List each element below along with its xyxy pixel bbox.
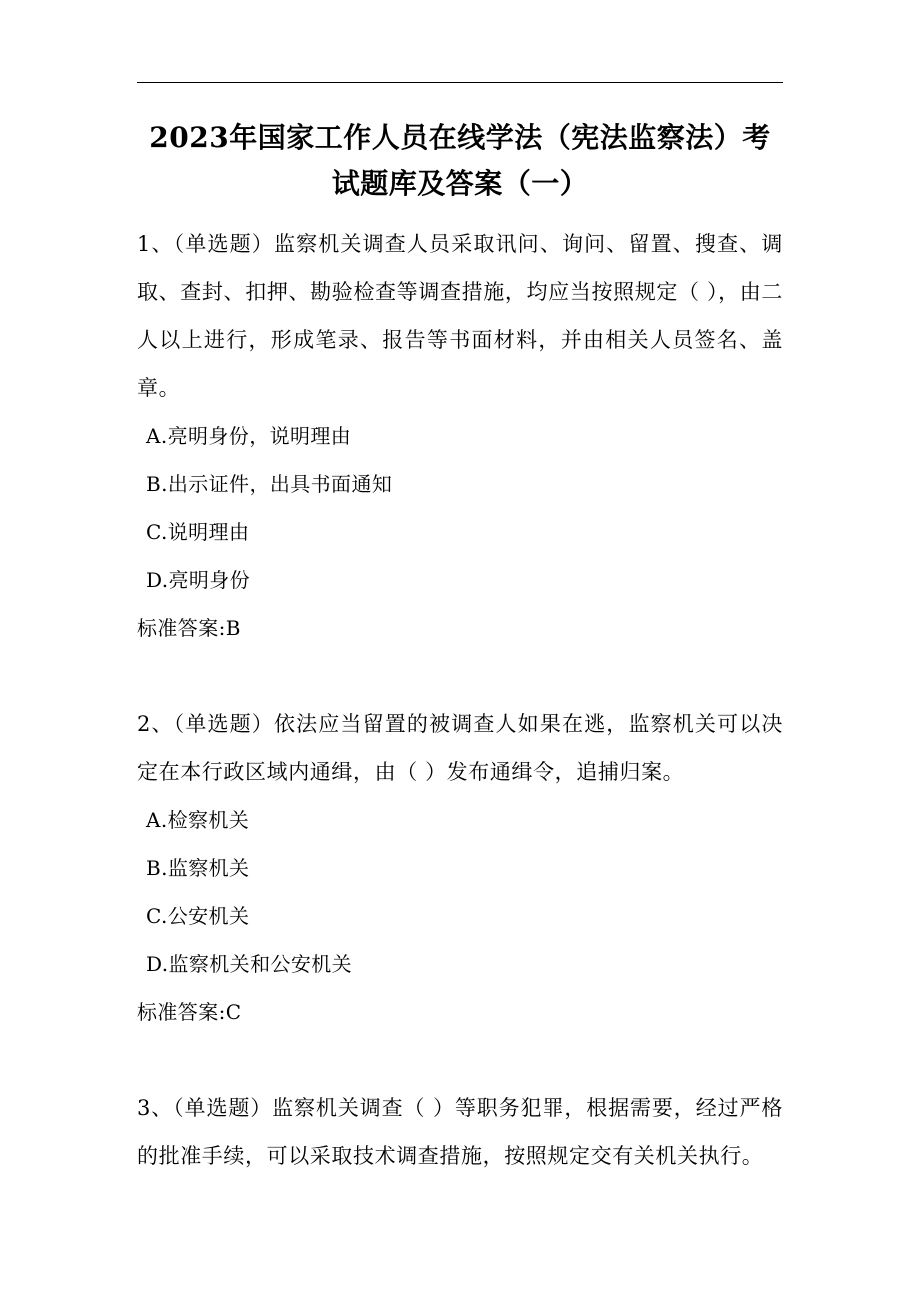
- header-rule: [137, 82, 783, 83]
- question-3: [137, 1084, 783, 1180]
- question-spacer: [137, 652, 783, 700]
- document-title: 2023年国家工作人员在线学法（宪法监察法）考试题库及答案（一）: [149, 121, 771, 200]
- option-a: A.检察机关: [146, 808, 250, 832]
- question-stem: 3、（单选题）监察机关调查（ ）等职务犯罪，根据需要，经过严格的批准手续，可以采取技术调查措施，按照规定交有关机关执行。: [137, 1096, 783, 1168]
- question-spacer: [137, 1036, 783, 1084]
- question-stem: 2、（单选题）依法应当留置的被调查人如果在逃，监察机关可以决定在本行政区域内通缉，由（ ）发布通缉令，追捕归案。: [137, 712, 783, 784]
- option-b: B.出示证件，出具书面通知: [146, 472, 393, 496]
- option-d: D.亮明身份: [146, 568, 251, 592]
- option-d: D.监察机关和公安机关: [146, 952, 353, 976]
- option-c: C.说明理由: [146, 520, 250, 544]
- question-1: [137, 220, 783, 652]
- document-body: [137, 220, 783, 1180]
- option-b: B.监察机关: [146, 856, 250, 880]
- question-stem: 1、（单选题）监察机关调查人员采取讯问、询问、留置、搜查、调取、查封、扣押、勘验检查等调查措施，均应当按照规定（ ），由二人以上进行，形成笔录、报告等书面材料，并由相关人员签名、盖章。: [137, 232, 783, 400]
- question-2: [137, 700, 783, 1036]
- option-a: A.亮明身份，说明理由: [146, 424, 352, 448]
- option-c: C.公安机关: [146, 904, 250, 928]
- standard-answer: 标准答案:B: [137, 616, 241, 640]
- standard-answer: 标准答案:C: [137, 1000, 242, 1024]
